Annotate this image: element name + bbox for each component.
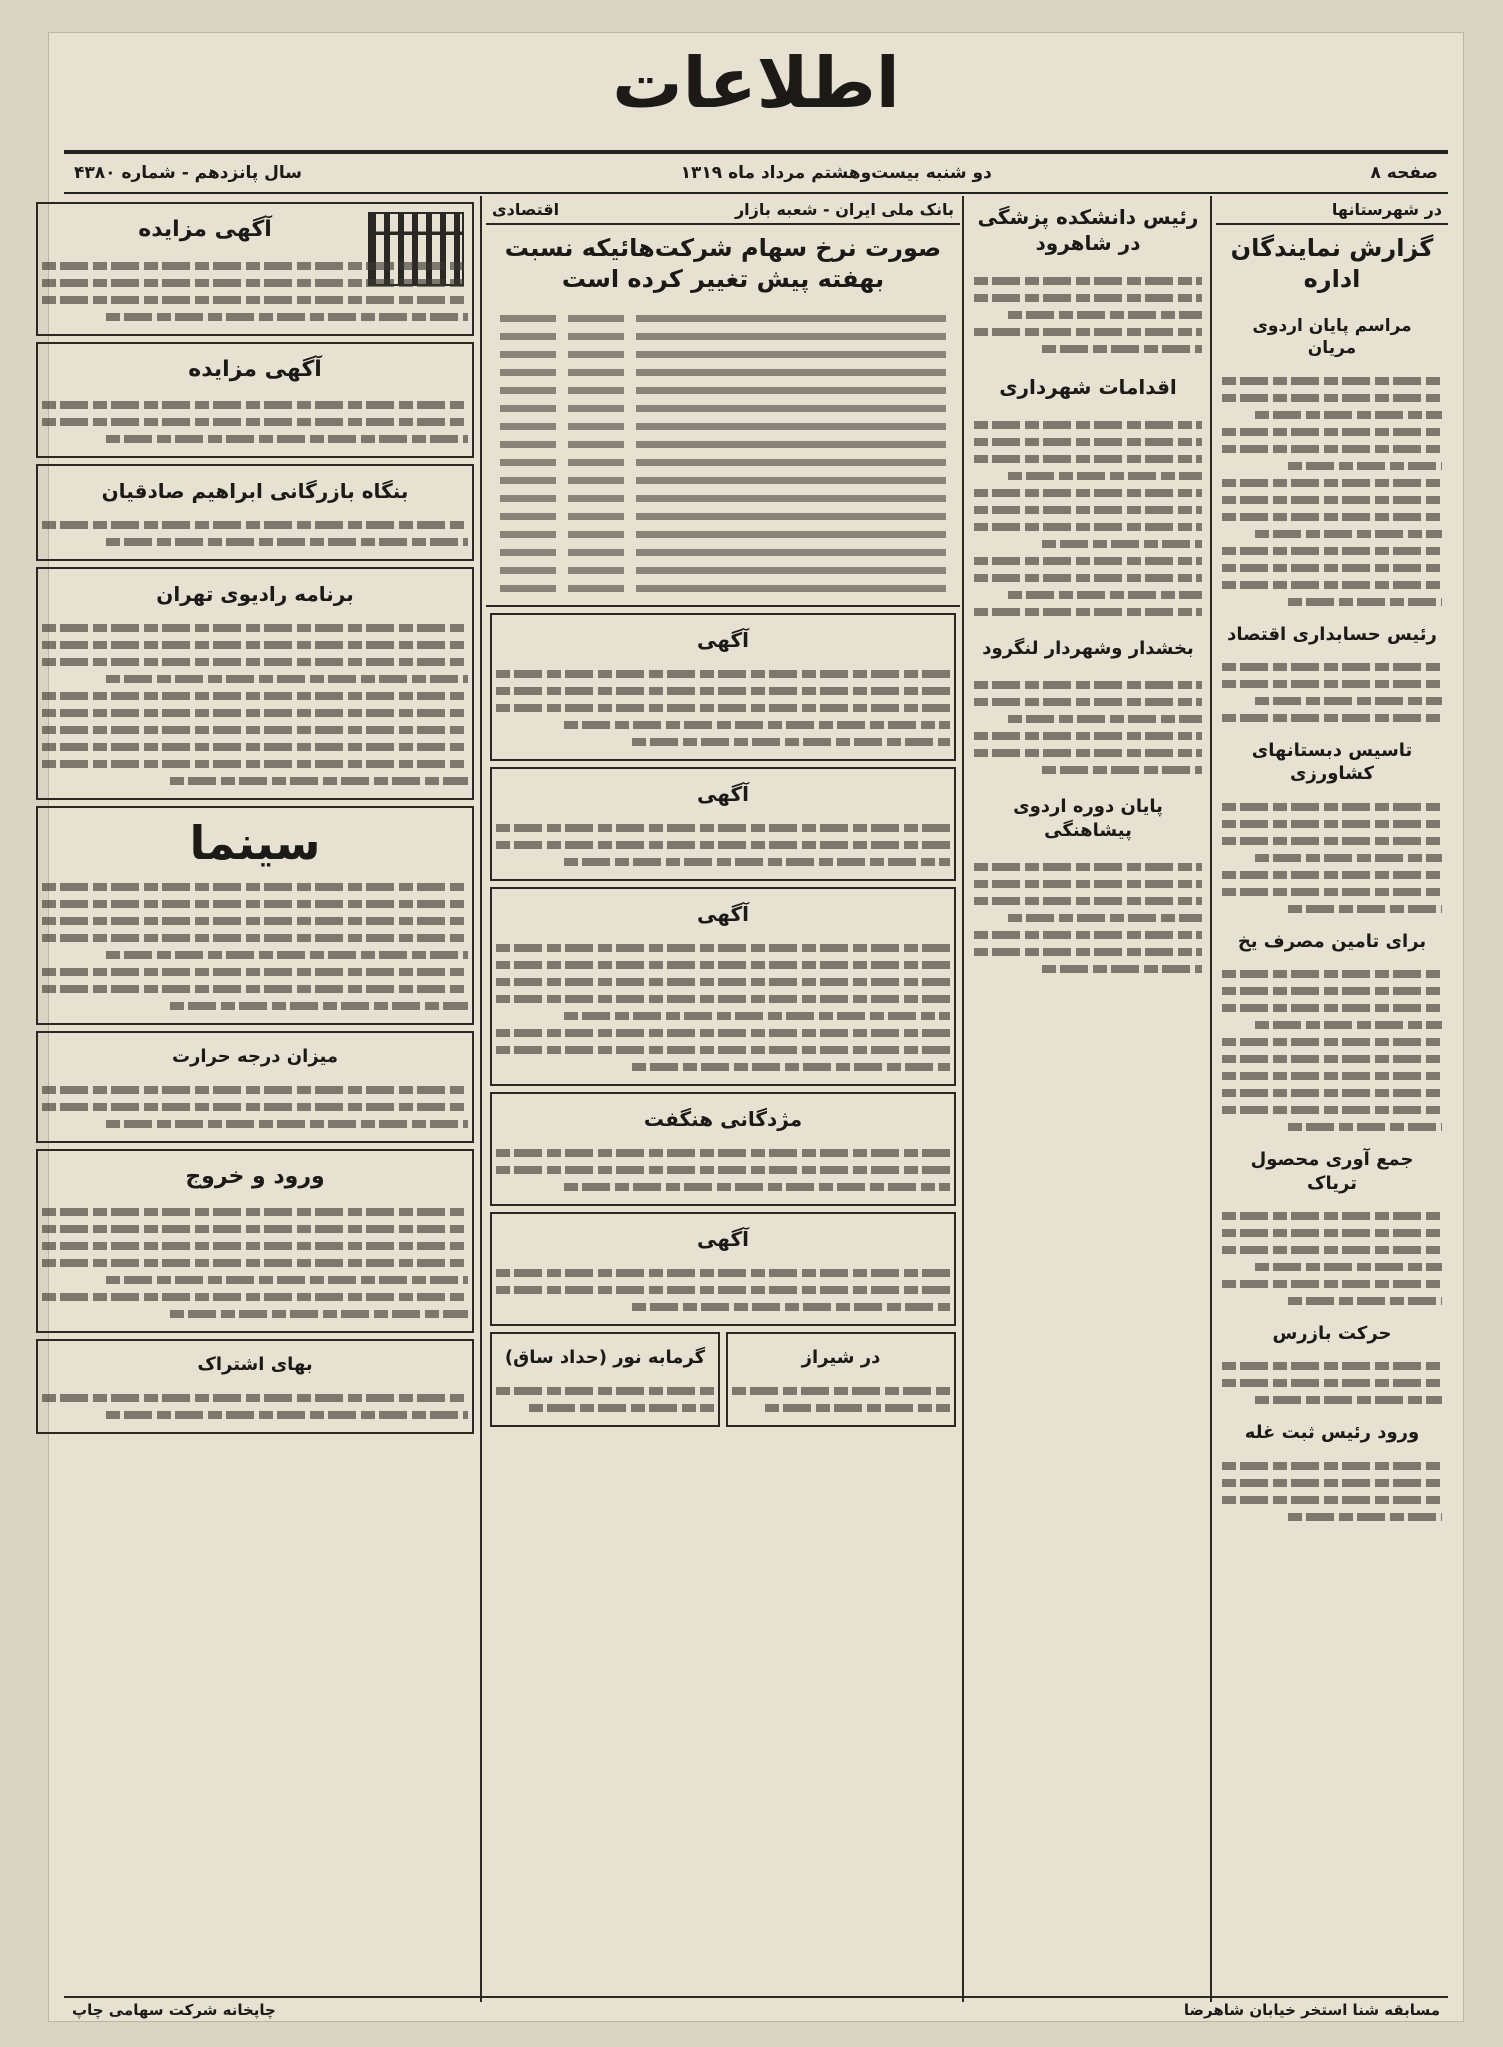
temperature-box bbox=[36, 1031, 474, 1142]
column-notices bbox=[32, 196, 478, 2002]
headline: گزارش نمایندگان اداره bbox=[1230, 234, 1434, 294]
ad-title: آگهی مزایده bbox=[138, 217, 272, 242]
section-label: در شهرستانها bbox=[1216, 196, 1448, 225]
arrival-box bbox=[36, 1149, 474, 1334]
article bbox=[968, 408, 1208, 629]
subscription-box bbox=[36, 1339, 474, 1433]
section-label-left: اقتصادی bbox=[492, 200, 560, 219]
cinema-box bbox=[36, 806, 474, 1025]
auction-box bbox=[36, 202, 474, 336]
column-economy bbox=[486, 196, 960, 2002]
subheadline: جمع آوری محصول تریاک bbox=[1250, 1149, 1414, 1194]
issue-number: سال پانزدهم - شماره ۴۳۸۰ bbox=[74, 163, 302, 183]
footer-credit bbox=[64, 1996, 1448, 2022]
subheadline: برای تامین مصرف یخ bbox=[1237, 930, 1427, 952]
article bbox=[968, 850, 1208, 986]
footer-right: مسابقه شنا استخر خیابان شاهرضا bbox=[1183, 2001, 1440, 2019]
trade-box bbox=[36, 464, 474, 561]
ad-title: برنامه رادیوی تهران bbox=[156, 582, 354, 607]
ad-title: آگهی bbox=[697, 782, 749, 807]
subheadline: ورود رئیس ثبت غله bbox=[1244, 1422, 1420, 1444]
ad-box bbox=[490, 1332, 720, 1426]
ad-title: مژدگانی هنگفت bbox=[643, 1107, 803, 1132]
column-news bbox=[968, 196, 1208, 2002]
issue-date: دو شنبه بیست‌وهشتم مرداد ماه ۱۳۱۹ bbox=[680, 163, 992, 183]
ad-title: گرمابه نور (حداد ساق) bbox=[504, 1347, 706, 1369]
ad-box bbox=[490, 887, 956, 1086]
ad-box bbox=[490, 767, 956, 881]
ad-title: در شیراز bbox=[801, 1347, 881, 1369]
ad-title: ورود و خروج bbox=[185, 1163, 325, 1189]
headline: اقدامات شهرداری bbox=[999, 375, 1177, 399]
article bbox=[968, 668, 1208, 787]
subheadline: تاسیس دبستانهای کشاورزی bbox=[1251, 739, 1413, 785]
column-provinces bbox=[1216, 196, 1448, 2002]
section-label bbox=[486, 196, 960, 225]
subheadline: حرکت بازرس bbox=[1272, 1322, 1392, 1344]
radio-box bbox=[36, 567, 474, 800]
masthead bbox=[48, 32, 1464, 144]
masthead-title: اطلاعات bbox=[612, 42, 900, 124]
section-label-right: بانک ملی ایران - شعبه بازار bbox=[734, 200, 954, 219]
ad-box bbox=[490, 1212, 956, 1326]
headline: بخشدار وشهردار لنگرود bbox=[982, 638, 1194, 659]
ad-box bbox=[490, 1092, 956, 1206]
headline: رئیس دانشکده پزشگی در شاهرود bbox=[977, 205, 1199, 255]
ad-title: میزان درجه حرارت bbox=[171, 1046, 339, 1068]
cinema-title: سینما bbox=[189, 816, 321, 871]
palace-emblem-icon bbox=[368, 212, 464, 286]
subheadline: رئیس حسابداری اقتصاد bbox=[1227, 623, 1437, 645]
ad-title: آگهی مزایده bbox=[188, 356, 322, 382]
stock-table bbox=[486, 303, 960, 599]
ad-title: بنگاه بازرگانی ابراهیم صادقیان bbox=[101, 479, 409, 504]
newspaper-page bbox=[48, 32, 1464, 2022]
subheadline: مراسم پایان اردوی مریان bbox=[1252, 316, 1412, 359]
ad-box bbox=[726, 1332, 956, 1426]
auction-box bbox=[36, 342, 474, 459]
ad-title: بهای اشتراک bbox=[197, 1354, 313, 1376]
ad-title: آگهی bbox=[697, 902, 749, 927]
article bbox=[968, 264, 1208, 366]
footer-left: چاپخانه شرکت سهامی چاپ bbox=[72, 2001, 276, 2019]
headline: پایان دوره اردوی پیشاهنگی bbox=[1013, 796, 1163, 841]
dateline bbox=[64, 150, 1448, 194]
page-number: صفحه ۸ bbox=[1370, 163, 1438, 183]
ad-title: آگهی bbox=[697, 628, 749, 653]
ad-box bbox=[490, 613, 956, 761]
small-ads-row bbox=[486, 1332, 960, 1426]
headline: صورت نرخ سهام شرکت‌هائیکه نسبت بهفته پیش تغییر کرده است bbox=[504, 234, 942, 294]
ad-title: آگهی bbox=[697, 1227, 749, 1252]
columns bbox=[64, 196, 1448, 2002]
article bbox=[1216, 303, 1448, 1533]
